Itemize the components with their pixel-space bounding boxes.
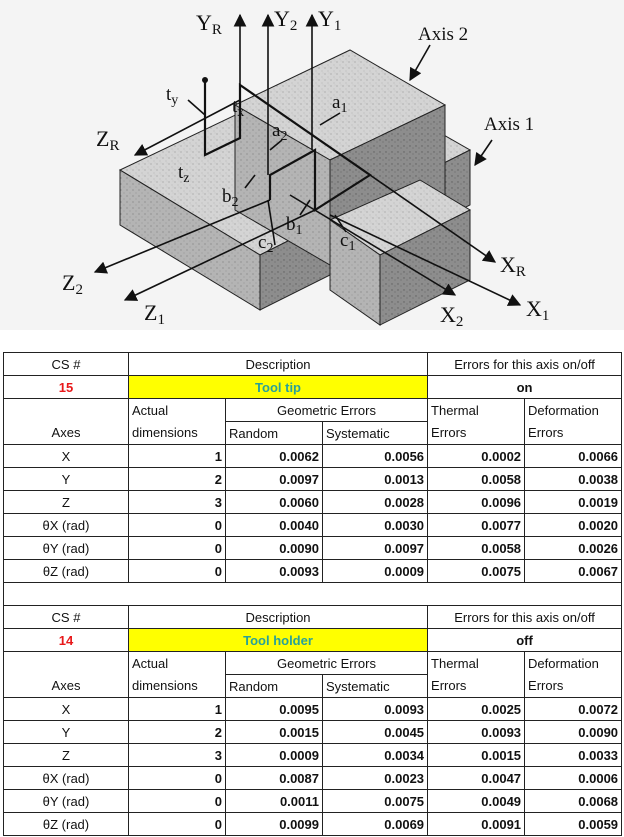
table-row: [4, 744, 622, 767]
random-error-cell[interactable]: 0.0097: [226, 468, 323, 491]
thermal-error-cell[interactable]: 0.0091: [428, 813, 525, 836]
axis-cell: θY (rad): [4, 790, 129, 813]
systematic-error-cell[interactable]: 0.0097: [323, 537, 428, 560]
deformation-error-cell[interactable]: 0.0019: [525, 491, 622, 514]
thermal-errors-header: Errors: [428, 675, 525, 698]
random-error-cell[interactable]: 0.0090: [226, 537, 323, 560]
label-z2: Z2: [62, 270, 83, 298]
table-row: [4, 491, 622, 514]
tool-tip-point: [202, 77, 208, 83]
systematic-error-cell[interactable]: 0.0034: [323, 744, 428, 767]
systematic-error-cell[interactable]: 0.0069: [323, 813, 428, 836]
deformation-error-cell[interactable]: 0.0006: [525, 767, 622, 790]
table-row: [4, 537, 622, 560]
deformation-error-cell[interactable]: 0.0067: [525, 560, 622, 583]
label-x2: X2: [440, 302, 464, 330]
description-label: Description: [129, 606, 428, 629]
random-error-cell[interactable]: 0.0062: [226, 445, 323, 468]
cs-label: CS #: [4, 353, 129, 376]
label-c2: $c_2$: [258, 232, 274, 256]
actual-header: Actual: [129, 652, 226, 675]
label-b2: $b_2$: [222, 186, 239, 210]
label-tx: $t_x$: [232, 96, 245, 120]
axes-header-top: [4, 652, 129, 675]
label-xr: XR: [500, 252, 526, 280]
description-input[interactable]: Tool tip: [129, 376, 428, 399]
dimensions-header: dimensions: [129, 422, 226, 445]
actual-dimension-cell[interactable]: 0: [129, 813, 226, 836]
axis-cell: Z: [4, 744, 129, 767]
thermal-errors-header: Errors: [428, 422, 525, 445]
deformation-error-cell[interactable]: 0.0038: [525, 468, 622, 491]
axes-header-top: [4, 399, 129, 422]
actual-dimension-cell[interactable]: 2: [129, 721, 226, 744]
thermal-error-cell[interactable]: 0.0096: [428, 491, 525, 514]
axis-cell: θZ (rad): [4, 560, 129, 583]
actual-header: Actual: [129, 399, 226, 422]
systematic-error-cell[interactable]: 0.0075: [323, 790, 428, 813]
label-axis1: Axis 1: [484, 114, 535, 135]
systematic-error-cell[interactable]: 0.0045: [323, 721, 428, 744]
label-zr: ZR: [96, 126, 120, 154]
description-input[interactable]: Tool holder: [129, 629, 428, 652]
label-a1: $a_1$: [332, 92, 348, 116]
actual-dimension-cell[interactable]: 0: [129, 790, 226, 813]
actual-dimension-cell[interactable]: 2: [129, 468, 226, 491]
deformation-error-cell[interactable]: 0.0059: [525, 813, 622, 836]
label-ty: $t_y$: [166, 84, 179, 108]
systematic-error-cell[interactable]: 0.0023: [323, 767, 428, 790]
random-error-cell[interactable]: 0.0011: [226, 790, 323, 813]
systematic-error-cell[interactable]: 0.0009: [323, 560, 428, 583]
table-row: [4, 790, 622, 813]
thermal-header: Thermal: [428, 399, 525, 422]
random-header: Random: [226, 422, 323, 445]
errors-toggle-label: Errors for this axis on/off: [428, 353, 622, 376]
random-error-cell[interactable]: 0.0040: [226, 514, 323, 537]
random-error-cell[interactable]: 0.0015: [226, 721, 323, 744]
table-row: [4, 560, 622, 583]
systematic-error-cell[interactable]: 0.0093: [323, 698, 428, 721]
errors-toggle[interactable]: on: [428, 376, 622, 399]
label-tz: $t_z$: [178, 162, 190, 186]
geometric-errors-header: Geometric Errors: [226, 652, 428, 675]
deformation-error-cell[interactable]: 0.0033: [525, 744, 622, 767]
systematic-error-cell[interactable]: 0.0013: [323, 468, 428, 491]
label-c1: $c_1$: [340, 230, 356, 254]
table-row: [4, 468, 622, 491]
label-b1: $b_1$: [286, 214, 303, 238]
thermal-error-cell[interactable]: 0.0047: [428, 767, 525, 790]
random-error-cell[interactable]: 0.0099: [226, 813, 323, 836]
axis-cell: X: [4, 698, 129, 721]
description-label: Description: [129, 353, 428, 376]
actual-dimension-cell[interactable]: 1: [129, 698, 226, 721]
dimensions-header: dimensions: [129, 675, 226, 698]
systematic-error-cell[interactable]: 0.0030: [323, 514, 428, 537]
thermal-error-cell[interactable]: 0.0025: [428, 698, 525, 721]
thermal-error-cell[interactable]: 0.0015: [428, 744, 525, 767]
axis-cell: Z: [4, 491, 129, 514]
thermal-error-cell[interactable]: 0.0077: [428, 514, 525, 537]
errors-toggle[interactable]: off: [428, 629, 622, 652]
axis-cell: θX (rad): [4, 767, 129, 790]
table-row: [4, 445, 622, 468]
systematic-error-cell[interactable]: 0.0056: [323, 445, 428, 468]
actual-dimension-cell[interactable]: 0: [129, 537, 226, 560]
label-x1: X1: [526, 296, 550, 324]
thermal-header: Thermal: [428, 652, 525, 675]
table-row: [4, 767, 622, 790]
label-y1: Y1: [318, 6, 342, 34]
deformation-error-cell[interactable]: 0.0026: [525, 537, 622, 560]
random-error-cell[interactable]: 0.0095: [226, 698, 323, 721]
errors-toggle-label: Errors for this axis on/off: [428, 606, 622, 629]
cs-number-input[interactable]: 15: [4, 376, 129, 399]
cs-label: CS #: [4, 606, 129, 629]
label-a2: $a_2$: [272, 120, 288, 144]
thermal-error-cell[interactable]: 0.0075: [428, 560, 525, 583]
thermal-error-cell[interactable]: 0.0058: [428, 537, 525, 560]
label-axis2: Axis 2: [418, 24, 469, 45]
deformation-error-cell[interactable]: 0.0072: [525, 698, 622, 721]
deformation-header: Deformation: [525, 399, 622, 422]
thermal-error-cell[interactable]: 0.0093: [428, 721, 525, 744]
machine-axes-diagram: [0, 0, 624, 330]
cs-table-tool-tip: [3, 352, 622, 606]
deformation-header: Deformation: [525, 652, 622, 675]
deformation-error-cell[interactable]: 0.0020: [525, 514, 622, 537]
table-row: [4, 721, 622, 744]
thermal-error-cell[interactable]: 0.0058: [428, 468, 525, 491]
axes-header: Axes: [4, 675, 129, 698]
label-yr: YR: [196, 10, 222, 38]
label-z1: Z1: [144, 300, 165, 328]
axis-cell: θX (rad): [4, 514, 129, 537]
random-header: Random: [226, 675, 323, 698]
random-error-cell[interactable]: 0.0087: [226, 767, 323, 790]
deformation-errors-header: Errors: [525, 422, 622, 445]
table-row: [4, 698, 622, 721]
systematic-header: Systematic: [323, 675, 428, 698]
deformation-error-cell[interactable]: 0.0068: [525, 790, 622, 813]
deformation-error-cell[interactable]: 0.0090: [525, 721, 622, 744]
actual-dimension-cell[interactable]: 1: [129, 445, 226, 468]
cs-number-input[interactable]: 14: [4, 629, 129, 652]
cs-table-tool-holder: [3, 605, 622, 836]
label-y2: Y2: [274, 6, 298, 34]
axis-cell: θZ (rad): [4, 813, 129, 836]
axis-cell: X: [4, 445, 129, 468]
thermal-error-cell[interactable]: 0.0002: [428, 445, 525, 468]
axis-cell: θY (rad): [4, 537, 129, 560]
actual-dimension-cell[interactable]: 3: [129, 491, 226, 514]
geometric-errors-header: Geometric Errors: [226, 399, 428, 422]
actual-dimension-cell[interactable]: 3: [129, 744, 226, 767]
deformation-errors-header: Errors: [525, 675, 622, 698]
table-row: [4, 514, 622, 537]
random-error-cell[interactable]: 0.0093: [226, 560, 323, 583]
table-row: [4, 813, 622, 836]
axis-cell: Y: [4, 468, 129, 491]
random-error-cell[interactable]: 0.0060: [226, 491, 323, 514]
actual-dimension-cell[interactable]: 0: [129, 560, 226, 583]
deformation-error-cell[interactable]: 0.0066: [525, 445, 622, 468]
table-spacer: [4, 583, 622, 606]
actual-dimension-cell[interactable]: 0: [129, 767, 226, 790]
actual-dimension-cell[interactable]: 0: [129, 514, 226, 537]
thermal-error-cell[interactable]: 0.0049: [428, 790, 525, 813]
axes-header: Axes: [4, 422, 129, 445]
axis-cell: Y: [4, 721, 129, 744]
random-error-cell[interactable]: 0.0009: [226, 744, 323, 767]
systematic-header: Systematic: [323, 422, 428, 445]
systematic-error-cell[interactable]: 0.0028: [323, 491, 428, 514]
